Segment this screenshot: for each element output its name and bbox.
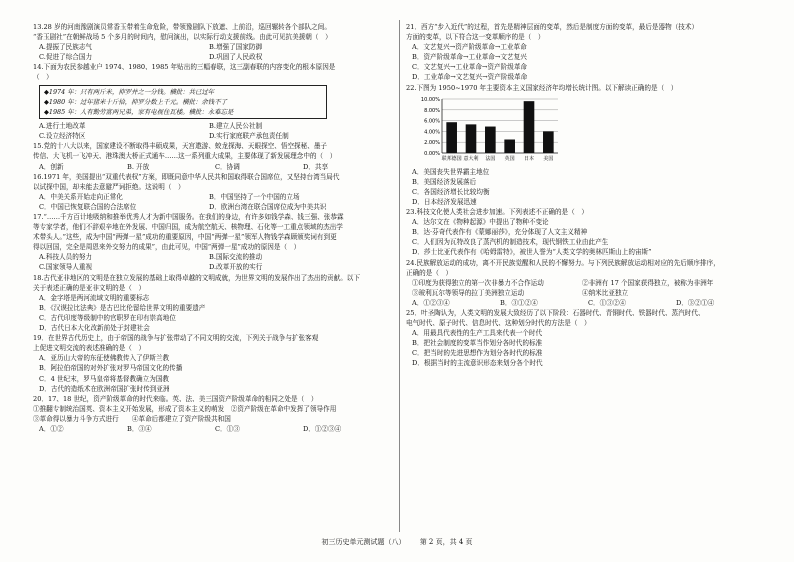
question-23 [406,207,768,257]
q24-option-d[interactable]: D．③②①④ [676,298,715,307]
q24-events-row2 [406,288,768,298]
q18-line2: 关于表述正确的是亚非文明的是（ ） [33,283,146,292]
q14-couplet-1980: ◆1980 年：过年猪米十斤拾，抑罗分数上千元。横批：余钱不了 [44,97,227,106]
q24-event-3: ③玻利瓦尔等领导的拉丁美洲独立运动 [412,288,525,297]
q13-line1: 13.28 岁的河南豫剧演员常香玉带着生命危险，带领豫剧队下放遮、上前沿，巡回辗转各个部队之间。 [33,23,331,31]
question-14 [33,62,393,141]
q15-options [33,162,393,172]
q16-options-row1 [33,192,393,202]
footer-page-number: 第 2 页，共 4 页 [419,538,473,546]
q16-option-a[interactable]: A．中美关系开始走向正常化 [39,192,123,201]
q22-option-c[interactable]: C．各国经济增长比较均衡 [412,187,490,196]
q19-option-c[interactable]: C．4 世纪末，罗马皇帝将基督教确立为国教 [39,374,170,383]
q15-option-a[interactable]: A．创新 [39,162,64,171]
question-24 [406,258,768,308]
q20-option-d[interactable]: D．①②③④ [303,424,342,433]
q22-option-b[interactable]: B．美国经济发展落后 [412,177,477,186]
question-18 [33,273,393,334]
q13-line2: “香玉剧社”在朝鲜战场 5 个多月的时间内，慰问演出，以实际行动支援前线。由此可见抗美援朝（ ） [33,33,332,42]
q13-options-row1 [33,42,393,52]
q15-line1: 15.党的十八大以来，国家建设不断取得丰硕成果，天宫遨游、蛟龙探海、天眼探空、悟空探秘、墨子 [33,142,328,151]
q25-option-c[interactable]: C．把当时的先进思想作为划分各时代的标准 [412,349,543,358]
q21-option-c[interactable]: C．文艺复兴→工业革命→资产阶级革命 [412,63,528,72]
footer-title: 初三历史单元测试题（八） [321,538,406,546]
q23-option-b[interactable]: B．达·芬奇代表作有《蒙娜丽莎》，充分体现了人文主义精神 [412,228,588,237]
q15-option-c[interactable]: C．协调 [215,162,240,171]
x-tick-label: 日本 [523,155,535,162]
question-13 [33,22,393,62]
q24-events-row1 [406,278,768,288]
q23-line1: 23.科技文化使人类社会进步加速。下列表述不正确的是（ ） [406,208,588,217]
y-tick-label: 8.00% [424,107,440,114]
page-footer [0,537,794,547]
q13-option-b[interactable]: B.增强了国家防御 [209,43,263,52]
q24-option-a[interactable]: A．①②③④ [412,298,450,307]
q17-options-row2 [33,262,393,272]
bar [524,101,535,153]
q25-option-a[interactable]: A．用最具代表性的生产工具来代表一个时代 [412,329,543,338]
q15-option-b[interactable]: B. 开放 [127,162,150,171]
q16-line1: 16.1971 年，美国提出“双重代表权”方案，即既同意中华人民共和国取得联合国席位，又坚持台湾当局代 [33,172,340,181]
growth-bar-chart-svg [412,95,562,165]
q16-option-d[interactable]: D．欧洲台湾在联合国席位成为中美共识 [209,202,327,211]
q19-line2: 上促进文明交流的表述准确的是（ ） [33,344,146,353]
q24-event-4: ④纳米比亚独立 [582,288,629,297]
q25-option-b[interactable]: B．把社会制度的变革当作划分各时代的标准 [412,339,543,348]
q21-option-b[interactable]: B．资产阶级革命→工业革命→文艺复兴 [412,53,527,62]
q17-line1: 17.“……千方百计地吸纳和推举优秀人才为新中国服务。在我们的身边，有许多如钱学森、钱三强、张恭霖 [33,213,344,222]
x-tick-label: 英国 [504,155,515,162]
question-20 [33,394,393,434]
q13-option-c[interactable]: C.促进了综合国力 [39,53,93,62]
q14-line2: （ ） [33,73,53,82]
x-tick-label: 法国 [485,155,496,162]
q19-option-a[interactable]: A．亚历山大帝的东征使佛教传入了伊斯兰教 [39,354,170,363]
question-19 [33,333,393,394]
q25-option-d[interactable]: D．根据当时的主流意识形态来划分各个时代 [412,359,543,368]
question-16 [33,172,393,212]
q16-options-row2 [33,202,393,212]
right-column [406,22,768,369]
q14-options-row2 [33,131,393,141]
q20-line1: 20．17、18 世纪，资产阶级革命的时代来临。英、法、美三国资产阶级革命的相同之处是（ ） [33,394,318,403]
bar [504,139,515,153]
q16-option-c[interactable]: C．中国已恢复联合国的合法席位 [39,202,137,211]
q17-option-d[interactable]: D.改革开放的实行 [209,263,263,272]
q14-options-row1 [33,121,393,131]
q17-option-c[interactable]: C.国家领导人重视 [39,263,93,272]
q14-option-a[interactable]: A.进行土地改革 [39,122,86,131]
q22-option-a[interactable]: A．美国丧失世界霸主地位 [412,167,490,176]
q17-line3: 术带头人。”这些，成为中国“两弹一星”成功的重要原因，中国“两弹一星”领军人物钱学森顾颁奖词有到更 [33,233,337,242]
q14-couplet-1974: ◆1974 年：只有两斤米，抑罗并之一分钱。横批：共已过年 [44,87,215,96]
q17-line4: 得以回国，完全是周恩来外交努力的成果”，由此可见，中国“两弹一星”成功的原因是（ ） [33,243,301,252]
q14-line1: 14.下面为农民参越业户 1974、1980、1985 年贴出的三幅春联，这三副春联的内容变化的根本原因是 [33,63,336,72]
q18-line1: 18.古代亚非地区的文明是在独立发展的基础上取得卓越的文明成就，为世界文明的发展作出了杰出的贡献。以下 [33,273,360,282]
q16-line3: 以试探中国，却未能去意避严词拒绝。这说明（ ） [33,182,185,191]
q24-event-2: ②非洲有 17 个国家获得独立，被称为非洲年 [582,278,714,287]
q24-option-b[interactable]: B．③①②④ [500,298,538,307]
q22-line1: 22.下图为 1950~1970 年主要资本主义国家经济年均增长统计图。以下解读正确的是（ ） [406,83,678,92]
q25-line2: 电气时代、原子时代、信息时代、这种划分时代的方法是（ ） [406,319,591,328]
q14-option-b[interactable]: B.建立人民公社制 [209,122,263,131]
y-tick-label: 10.00% [420,96,440,103]
question-21 [406,22,768,83]
q24-option-c[interactable]: C．①③②④ [588,298,627,307]
q17-option-a[interactable]: A.科技人员的努力 [39,253,93,262]
q21-line1: 21．西方“步入近代”的过程，首先是精神层面的变革，然后是制度方面的变革，最后是器物（技术） [406,23,699,31]
question-17 [33,212,393,273]
q20-line3: ③革命得以暴力斗争方式进行 ④革命后都建立了资产阶级共和国 [33,414,231,423]
q19-line1: 19．在世界古代历史上，由于帝国的战争与扩张带动了不同文明的交流，下列关于战争与扩张客观 [33,334,319,343]
q21-option-a[interactable]: A．文艺复兴→资产阶级革命→工业革命 [412,43,527,52]
q14-option-d[interactable]: D.实行家庭联产承包责任制 [209,132,289,141]
bar [446,122,457,153]
q14-option-c[interactable]: C.设立经济特区 [39,132,86,141]
question-15 [33,141,393,171]
q20-line2: ①推翻专制统治国英、资本主义开始发展，形成了资本主义的萌发 ②资产阶级在革命中发挥了领导作用 [33,404,337,413]
x-tick-label: 美国 [543,155,554,162]
q19-option-d[interactable]: D．古代的造纸术在欧洲帝国扩张时传到亚洲 [39,384,170,393]
bar [466,124,477,153]
q18-option-d[interactable]: D．古代日本大化改新前处于封建社会 [39,324,150,333]
left-column [33,22,393,434]
q24-line2: 正确的是（ ） [406,268,453,277]
q24-choices [406,298,768,308]
q14-couplet-1985: ◆1985 年：人有勤劳富两兄弟，家有电视住瓦楼。横批：永难忘是 [44,107,234,116]
y-tick-label: 4.00% [424,129,440,136]
q24-line1: 24.民族解放运动的成功，离不开民族觉醒和人民的不懈努力。与下列民族解放运动相对应的先后顺序排序， [406,258,720,267]
x-tick-label: 意大利 [463,155,479,162]
q23-option-d[interactable]: D．莎士比亚代表作有《哈姆雷特》，被世人誉为“人类文学的奥林匹斯山上的宙斯” [412,248,652,257]
q15-option-d[interactable]: D．共享 [303,162,329,171]
q21-line2: 方面的变革，以下符合这一变革顺序的是（ ） [406,33,545,42]
q18-option-a[interactable]: A．金字塔是两河流域文明的重要标志 [39,293,150,302]
x-tick-label: 联邦德国 [441,155,462,162]
question-25 [406,308,768,369]
q13-options-row2 [33,52,393,62]
q16-option-b[interactable]: B．中国坚持了一个中国的立场 [209,192,300,201]
q20-options [33,424,393,434]
column-divider [399,20,400,532]
q13-option-d[interactable]: D.巩固了人民政权 [209,53,263,62]
q14-couplet-box [39,85,327,120]
q23-option-c[interactable]: C．人们因为瓦特改良了蒸汽机的制造技术，现代钢铁工业由此产生 [412,238,609,247]
q18-option-c[interactable]: C．古代印度等级制中的官职罗在印有崇高地位 [39,313,176,322]
bar [543,131,554,153]
q18-option-b[interactable]: B．《汉谟拉比法典》是古巴比伦留给世界文明的重要遗产 [39,303,206,312]
y-tick-label: 0.00% [424,150,440,157]
q15-line2: 传信、大飞机一飞冲天、港珠澳大桥正式通车……这一系列重大成果，主要体现了新发展理念中的（ ） [33,152,337,161]
q24-event-1: ①印度为获得独立的第一次非暴力不合作运动 [412,278,544,287]
q20-option-a[interactable]: A．①② [39,424,64,433]
q17-option-b[interactable]: B.国际交流的推动 [209,253,263,262]
q13-option-a[interactable]: A.提振了民族志气 [39,43,93,52]
q20-option-b[interactable]: B．③④ [127,424,152,433]
y-tick-label: 6.00% [424,118,440,125]
q21-option-d[interactable]: D．工业革命→文艺复兴→资产阶级革命 [412,73,528,82]
question-22 [406,83,768,207]
bar [485,126,496,152]
q17-line2: 等专家学者，他们不辞艰辛地在外发展、中国归国，成为航空航天、核物理、石化等一工重点领域的杰出学 [33,223,343,232]
q17-options-row1 [33,252,393,262]
q20-option-c[interactable]: C．①③ [215,424,240,433]
y-tick-label: 2.00% [424,139,440,146]
growth-bar-chart [412,95,562,165]
q23-option-a[interactable]: A．达尔文在《物种起源》中提出了物种不变论 [412,218,549,227]
q22-option-d[interactable]: D．日本经济发展迅速 [412,197,477,206]
q19-option-b[interactable]: B．阿拉伯帝国的对外扩张对罗马帝国文化的传播 [39,364,183,373]
q25-line1: 25．叶圣陶认为，人类文明的发展大致经历了以下阶段：石器时代、青铜时代、铁器时代、蒸汽时代、 [406,308,705,317]
